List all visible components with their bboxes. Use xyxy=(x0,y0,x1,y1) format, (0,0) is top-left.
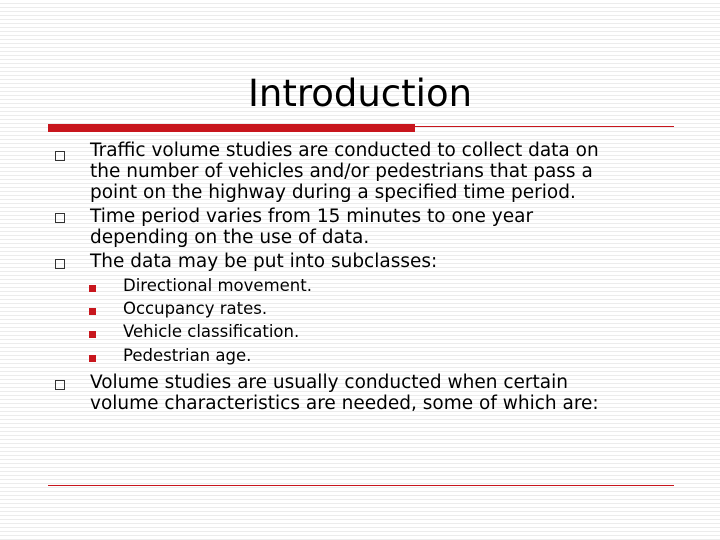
hollow-square-bullet-icon xyxy=(55,380,65,390)
filled-square-bullet-icon xyxy=(89,285,96,292)
bullet-item-2 xyxy=(90,206,690,248)
filled-square-bullet-icon xyxy=(89,355,96,362)
subitem-1: Directional movement. xyxy=(123,276,312,295)
bullet-2-line-2: depending on the use of data. xyxy=(90,227,370,248)
bullet-1-line-2: the number of vehicles and/or pedestrians that pass a xyxy=(90,161,593,182)
hollow-square-bullet-icon xyxy=(55,151,65,161)
footer-rule xyxy=(48,485,674,486)
bullet-2-line-1: Time period varies from 15 minutes to one year xyxy=(90,206,534,227)
bullet-4-line-1: Volume studies are usually conducted when certain xyxy=(90,372,568,393)
bullet-4-line-2: volume characteristics are needed, some of which are: xyxy=(90,393,599,414)
subitem-2: Occupancy rates. xyxy=(123,299,268,318)
bullet-1-line-1: Traffic volume studies are conducted to collect data on xyxy=(90,140,599,161)
bullet-item-1 xyxy=(90,140,690,203)
slide-title: Introduction xyxy=(247,72,473,115)
filled-square-bullet-icon xyxy=(89,308,96,315)
hollow-square-bullet-icon xyxy=(55,213,65,223)
subitem-4: Pedestrian age. xyxy=(123,346,252,365)
subitem-3: Vehicle classification. xyxy=(123,322,300,341)
bullet-1-line-3: point on the highway during a specified time period. xyxy=(90,182,576,203)
bullet-3-line-1: The data may be put into subclasses: xyxy=(90,251,438,272)
bullet-item-3 xyxy=(90,251,690,272)
filled-square-bullet-icon xyxy=(89,331,96,338)
bullet-item-4 xyxy=(90,372,690,414)
hollow-square-bullet-icon xyxy=(55,259,65,269)
